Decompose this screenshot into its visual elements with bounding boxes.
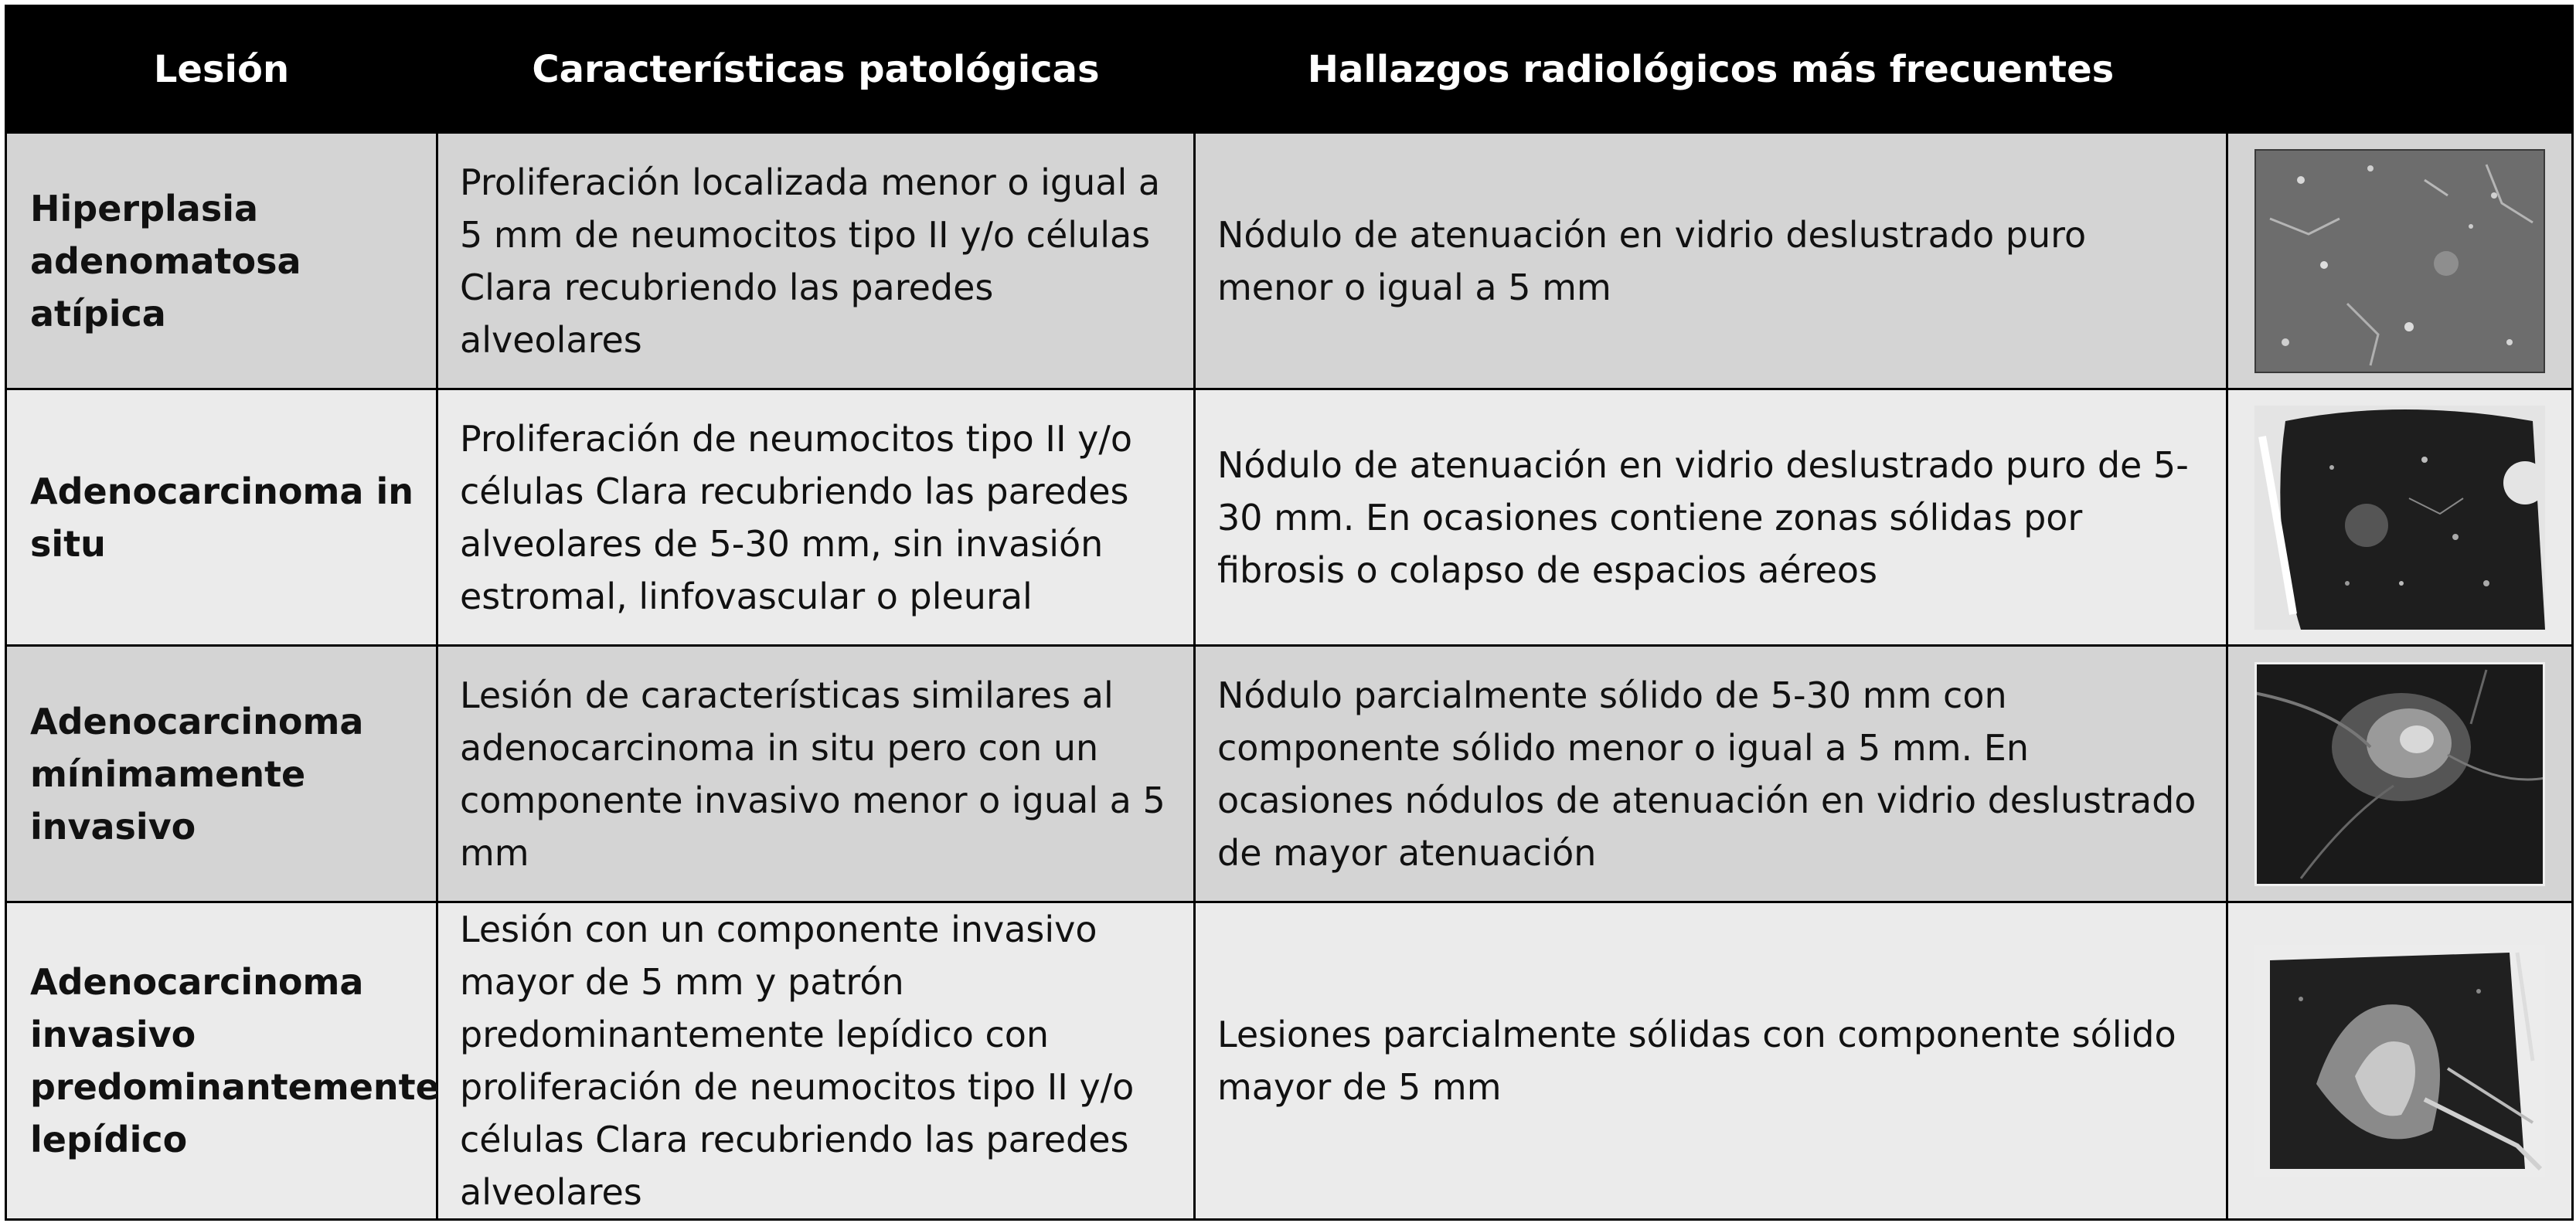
image-cell xyxy=(2227,389,2573,646)
lesion-classification-table xyxy=(5,5,2574,1221)
pathology-cell: Proliferación de neumocitos tipo II y/o células Clara recubriendo las paredes alveolares de 5-30 mm, sin invasión estromal, linfovascular o pleural xyxy=(437,389,1195,646)
header-lesion: Lesión xyxy=(6,6,437,133)
image-cell xyxy=(2227,902,2573,1220)
lesion-cell: Adenocarcinoma invasivo predominantemente lepídico xyxy=(6,902,437,1220)
radiology-cell: Lesiones parcialmente sólidas con componente sólido mayor de 5 mm xyxy=(1195,902,2227,1220)
radiology-cell: Nódulo de atenuación en vidrio deslustrado puro de 5-30 mm. En ocasiones contiene zonas sólidas por fibrosis o colapso de espacios aéreos xyxy=(1195,389,2227,646)
table-row xyxy=(6,389,2573,646)
header-pathology: Características patológicas xyxy=(437,6,1195,133)
table-row xyxy=(6,646,2573,902)
ct-scan-lung-section-image xyxy=(2254,406,2545,630)
table-row xyxy=(6,902,2573,1220)
lesion-cell: Adenocarcinoma in situ xyxy=(6,389,437,646)
table-row xyxy=(6,133,2573,389)
pathology-cell: Lesión con un componente invasivo mayor de 5 mm y patrón predominantemente lepídico con proliferación de neumocitos tipo II y/o células Clara recubriendo las paredes alveolares xyxy=(437,902,1195,1220)
lesion-cell: Hiperplasia adenomatosa atípica xyxy=(6,133,437,389)
pathology-cell: Lesión de características similares al adenocarcinoma in situ pero con un componente invasivo menor o igual a 5 mm xyxy=(437,646,1195,902)
image-cell xyxy=(2227,133,2573,389)
ct-scan-part-solid-nodule-image xyxy=(2254,662,2545,886)
header-radiology: Hallazgos radiológicos más frecuentes xyxy=(1195,6,2227,133)
radiology-cell: Nódulo parcialmente sólido de 5-30 mm con componente sólido menor o igual a 5 mm. En ocasiones nódulos de atenuación en vidrio deslustrado de mayor atenuación xyxy=(1195,646,2227,902)
pathology-cell: Proliferación localizada menor o igual a 5 mm de neumocitos tipo II y/o células Clara recubriendo las paredes alveolares xyxy=(437,133,1195,389)
radiology-cell: Nódulo de atenuación en vidrio deslustrado puro menor o igual a 5 mm xyxy=(1195,133,2227,389)
image-cell xyxy=(2227,646,2573,902)
ct-scan-ground-glass-nodule-image xyxy=(2254,149,2545,373)
lesion-cell: Adenocarcinoma mínimamente invasivo xyxy=(6,646,437,902)
ct-scan-invasive-lesion-image xyxy=(2254,945,2545,1177)
header-row xyxy=(6,6,2573,133)
header-image xyxy=(2227,6,2573,133)
